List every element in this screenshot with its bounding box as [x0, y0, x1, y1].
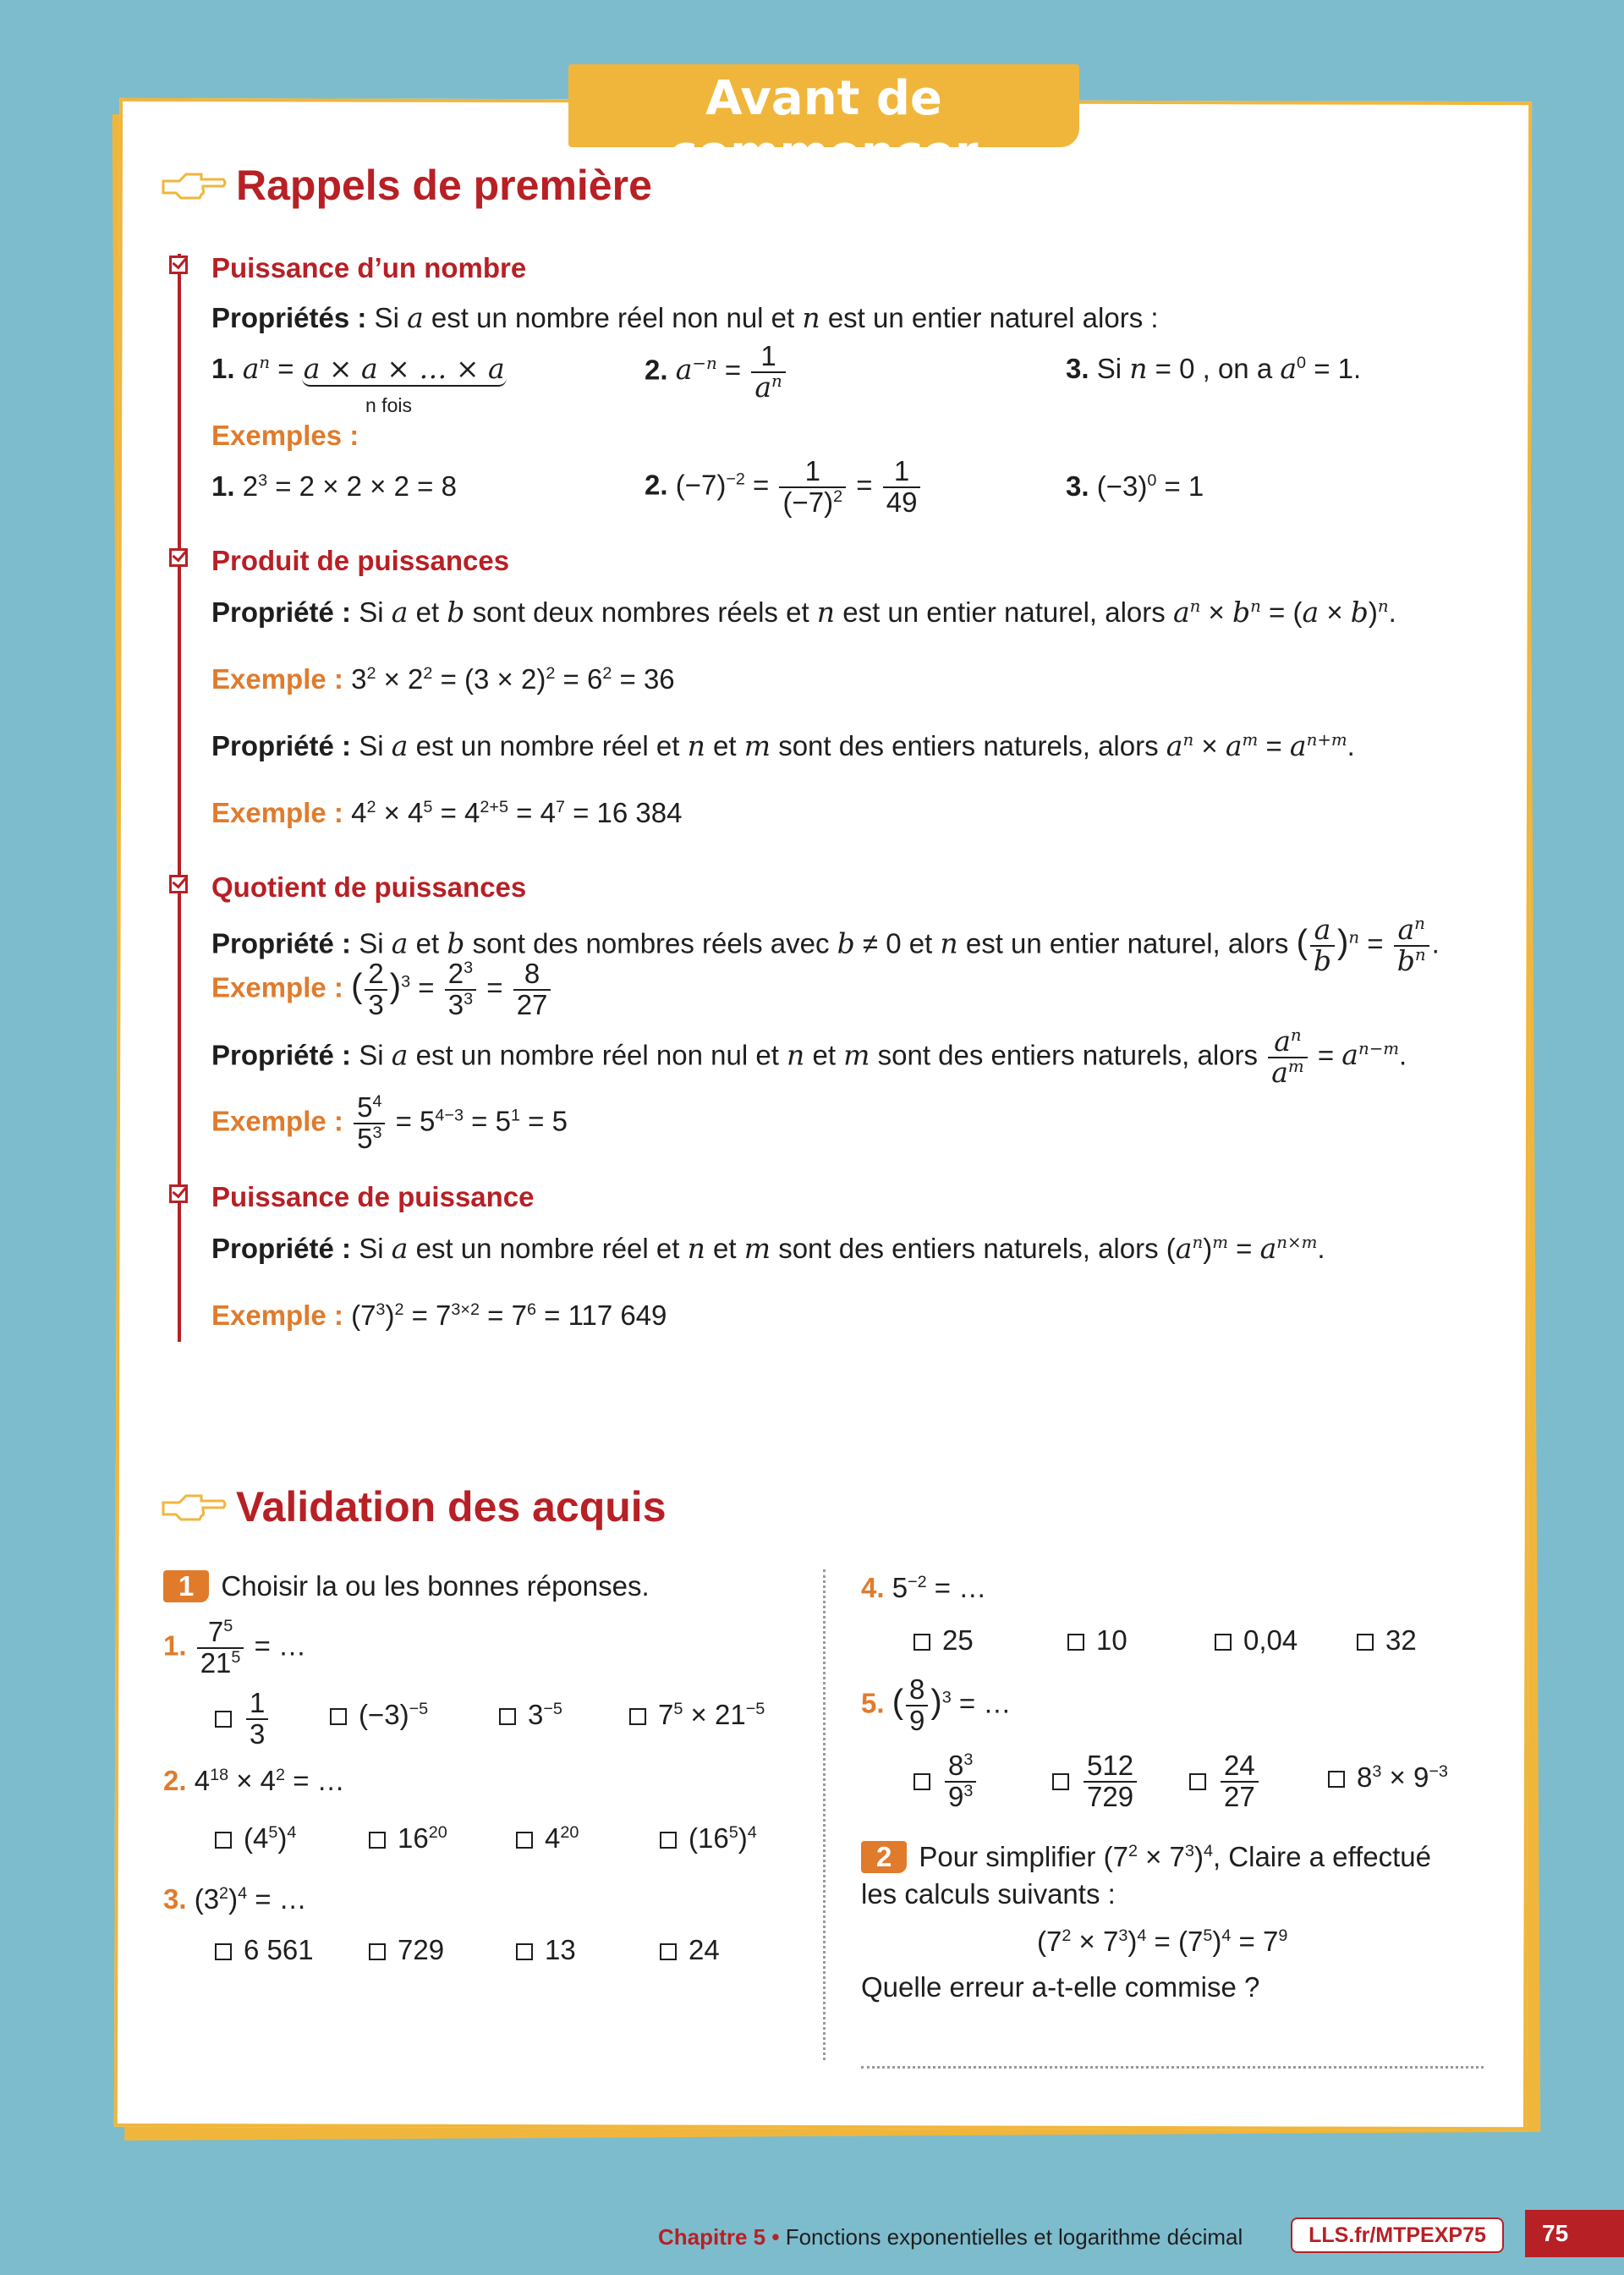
q4-choice-c[interactable]: 0,04	[1215, 1624, 1298, 1657]
q1-choice-b[interactable]: $(-3)^{-5}$	[330, 1699, 428, 1731]
q2-choice-b[interactable]: $16^{20}$	[369, 1822, 447, 1855]
s2-title: Produit de puissances	[211, 545, 510, 576]
s4-prop1: Propriété : Si a est un nombre réel et n et m sont des entiers naturels, alors $(a^n)^m = a^{n\times m}$.	[211, 1232, 1325, 1265]
answer-checkbox[interactable]	[914, 1634, 930, 1651]
answer-checkbox[interactable]	[516, 1943, 533, 1960]
footer-link[interactable]: LLS.fr/MTPEXP75	[1291, 2217, 1504, 2253]
validation-title: Validation des acquis	[236, 1483, 667, 1530]
checkbox-checked-icon	[169, 1184, 188, 1203]
s1-property: Propriétés : Si a est un nombre réel non nul et n est un entier naturel alors :	[211, 301, 1159, 334]
q2-choice-c[interactable]: $4^{20}$	[516, 1822, 579, 1855]
ex2-number-badge: 2	[861, 1841, 907, 1873]
answer-checkbox[interactable]	[1067, 1634, 1084, 1651]
answer-line[interactable]	[861, 2066, 1484, 2069]
s2-ex1: Exemple : $3^2 \times 2^2 = (3 \times 2)^2 = 6^2 = 36$	[211, 663, 675, 695]
answer-checkbox[interactable]	[330, 1708, 347, 1725]
column-divider	[823, 1569, 826, 2060]
q4-choice-d[interactable]: 32	[1357, 1624, 1417, 1657]
checkbox-checked-icon	[169, 256, 188, 274]
q3-stem: 3. $(3^2)^4$ = …	[163, 1883, 307, 1915]
ex2-line1: 2 Pour simplifier $(7^2 \times 7^3)^4$, Claire a effectué	[861, 1841, 1431, 1873]
answer-checkbox[interactable]	[1189, 1773, 1206, 1790]
s2-ex2: Exemple : $4^2 \times 4^5 = 4^{2+5} = 4^7 = 16$ 384	[211, 797, 683, 828]
s1-p1: 1. $a^n = a \times a$ × … × a	[211, 352, 505, 385]
answer-checkbox[interactable]	[499, 1708, 516, 1725]
red-timeline	[178, 254, 181, 1342]
q5-choice-b[interactable]: $\frac{512}{729}$	[1052, 1751, 1139, 1811]
ex1-header	[163, 1570, 650, 1602]
q1-stem: 1. $\frac{7^5}{21^5}$ = …	[163, 1616, 307, 1679]
s1-e1: 1. $2^3 = 2 \times 2 \times 2 = 8$	[211, 470, 457, 502]
ex1-number-badge: 1	[163, 1570, 209, 1602]
answer-checkbox[interactable]	[369, 1832, 386, 1849]
q1-choice-c[interactable]: $3^{-5}$	[499, 1699, 562, 1731]
s1-title: Puissance d’un nombre	[211, 252, 527, 283]
q5-stem: 5. ( $\frac{8}{9}$ )$^3$ = …	[861, 1673, 1012, 1736]
s3-ex2: Exemple : $\frac{5^4}{5^3}$ = $5^{4-3} = 5^1 = 5$	[211, 1091, 568, 1154]
ex1-instruction: Choisir la ou les bonnes réponses.	[221, 1570, 650, 1602]
pointing-hand-icon	[161, 1491, 228, 1525]
q3-choice-c[interactable]: 13	[516, 1934, 576, 1966]
s3-prop1: Propriété : Si a et b sont des nombres réels avec b ≠ 0 et n est un entier naturel, alors ( $\frac{a}{b}$ )$^n$ = $\frac{a^n}{b^n}$ .	[211, 913, 1440, 977]
s1-p1-note: n fois	[365, 394, 412, 416]
answer-checkbox[interactable]	[369, 1943, 386, 1960]
s1-e2: 2. $(-7)^{-2}$ = $\frac{1}{(-7)^2}$ = $\frac{1}{49}$	[645, 457, 923, 517]
ex2-line2: les calculs suivants :	[861, 1878, 1116, 1910]
answer-checkbox[interactable]	[1052, 1773, 1069, 1790]
q4-stem: 4. $5^{-2}$ = …	[861, 1572, 987, 1603]
s3-prop2: Propriété : Si a est un nombre réel non nul et n et m sont des entiers naturels, alors $\frac{a^n}{a^m}$ = $a^{n-m}$.	[211, 1025, 1407, 1089]
page-number: 75	[1525, 2210, 1624, 2257]
q4-choice-b[interactable]: 10	[1067, 1624, 1127, 1657]
q4-choice-a[interactable]: 25	[914, 1624, 974, 1657]
answer-checkbox[interactable]	[215, 1711, 232, 1728]
s1-prop-label: Propriétés :	[211, 302, 367, 333]
s4-ex1: Exemple : $(7^3)^2 = 7^{3\times 2} = 7^6 = 117$ 649	[211, 1300, 667, 1331]
banner-title: Avant de commencer	[669, 71, 979, 181]
s4-title: Puissance de puissance	[211, 1181, 535, 1212]
answer-checkbox[interactable]	[660, 1832, 677, 1849]
pointing-hand-icon	[161, 169, 228, 203]
footer-chapter: Chapitre 5 • Fonctions exponentielles et logarithme décimal	[658, 2224, 1243, 2250]
answer-checkbox[interactable]	[1328, 1771, 1345, 1788]
checkbox-checked-icon	[169, 548, 188, 567]
answer-checkbox[interactable]	[914, 1773, 930, 1790]
rappels-title: Rappels de première	[236, 162, 652, 209]
s3-title: Quotient de puissances	[211, 871, 527, 903]
s2-prop2: Propriété : Si a est un nombre réel et n et m sont des entiers naturels, alors $a^n \times a^m = a^{n+m}$.	[211, 729, 1355, 762]
q5-choice-c[interactable]: $\frac{24}{27}$	[1189, 1751, 1261, 1811]
checkbox-checked-icon	[169, 875, 188, 893]
s2-prop1: Propriété : Si a et b sont deux nombres réels et n est un entier naturel, alors $a^n \times b^n = (a \times b)^n$.	[211, 596, 1396, 629]
answer-checkbox[interactable]	[1215, 1634, 1232, 1651]
s1-p3: 3. Si n = 0 , on a $a^0 = 1$.	[1066, 352, 1362, 385]
q5-choice-a[interactable]: $\frac{8^3}{9^3}$	[914, 1751, 979, 1811]
s3-ex1: Exemple : ( $\frac{2}{3}$ )$^3$ = $\frac{2^3}{3^3}$ = $\frac{8}{27}$	[211, 959, 553, 1019]
answer-checkbox[interactable]	[629, 1708, 646, 1725]
ex2-question: Quelle erreur a-t-elle commise ?	[861, 1971, 1260, 2003]
ex2-calc: $(7^2 \times 7^3)^4 = (7^5)^4 = 7^9$	[1037, 1926, 1288, 1957]
q2-choice-d[interactable]: $(16^5)^4$	[660, 1822, 757, 1855]
answer-checkbox[interactable]	[660, 1943, 677, 1960]
q5-choice-d[interactable]: $8^3 \times 9^{-3}$	[1328, 1761, 1448, 1794]
q1-choice-a[interactable]: $\frac{1}{3}$	[215, 1689, 271, 1749]
q2-choice-a[interactable]: $(4^5)^4$	[215, 1822, 296, 1855]
banner	[568, 64, 1079, 181]
q3-choice-b[interactable]: 729	[369, 1934, 444, 1966]
answer-checkbox[interactable]	[215, 1832, 232, 1849]
answer-checkbox[interactable]	[516, 1832, 533, 1849]
q3-choice-a[interactable]: 6 561	[215, 1934, 314, 1966]
s1-p2: 2. $a^{-n}$ = $\frac{1}{a^n}$	[645, 342, 788, 402]
answer-checkbox[interactable]	[1357, 1634, 1374, 1651]
answer-checkbox[interactable]	[215, 1943, 232, 1960]
s1-examples-label: Exemples :	[211, 420, 359, 451]
q2-stem: 2. $4^{18} \times 4^2$ = …	[163, 1765, 345, 1796]
s1-e3: 3. $(-3)^0 = 1$	[1066, 470, 1204, 502]
q3-choice-d[interactable]: 24	[660, 1934, 720, 1966]
q1-choice-d[interactable]: $7^5 \times 21^{-5}$	[629, 1699, 765, 1731]
